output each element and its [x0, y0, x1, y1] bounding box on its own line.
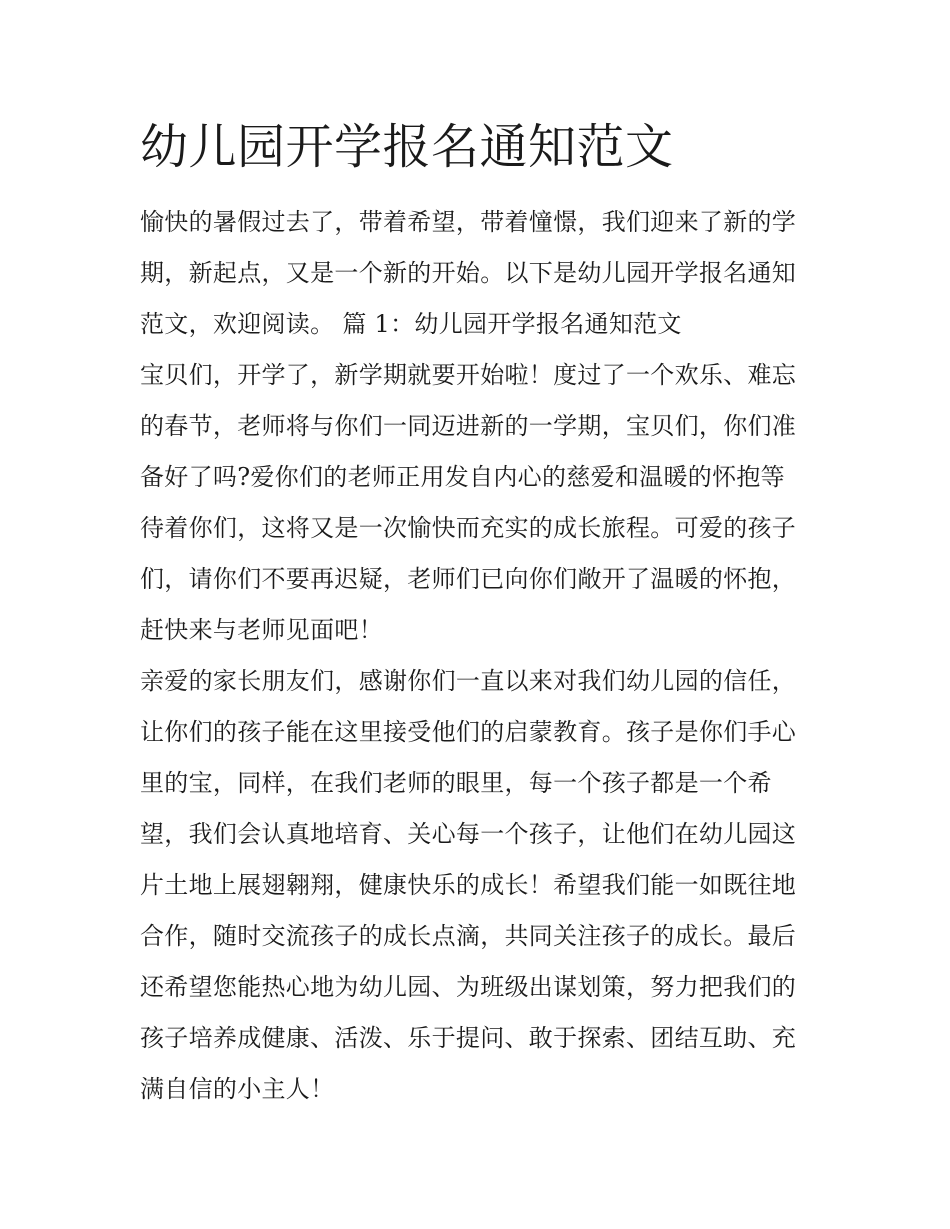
text-line: 赶快来与老师见面吧！ [140, 616, 383, 644]
text-line: 待着你们，这将又是一次愉快而充实的成长旅程。可爱的孩子 [140, 514, 797, 542]
text-line: 宝贝们，开学了，新学期就要开始啦！度过了一个欢乐、难忘 [140, 361, 797, 389]
text-line: 们，请你们不要再迟疑，老师们已向你们敞开了温暖的怀抱， [140, 565, 797, 593]
text-line: 还希望您能热心地为幼儿园、为班级出谋划策，努力把我们的 [140, 973, 797, 1001]
text-line: 范文，欢迎阅读。 篇 1：幼儿园开学报名通知范文 [140, 310, 682, 338]
text-line: 愉快的暑假过去了，带着希望，带着憧憬，我们迎来了新的学 [140, 208, 797, 236]
document-body [140, 197, 830, 1115]
text-line: 望，我们会认真地培育、关心每一个孩子，让他们在幼儿园这 [140, 820, 797, 848]
text-line: 孩子培养成健康、活泼、乐于提问、敢于探索、团结互助、充 [140, 1024, 797, 1052]
text-line: 备好了吗?爱你们的老师正用发自内心的慈爱和温暖的怀抱等 [140, 463, 785, 491]
text-line: 期，新起点，又是一个新的开始。以下是幼儿园开学报名通知 [140, 259, 797, 287]
text-line: 合作，随时交流孩子的成长点滴，共同关注孩子的成长。最后 [140, 922, 797, 950]
text-line: 片土地上展翅翱翔，健康快乐的成长！希望我们能一如既往地 [140, 871, 797, 899]
text-line: 里的宝，同样，在我们老师的眼里，每一个孩子都是一个希 [140, 769, 772, 797]
text-line: 满自信的小主人！ [140, 1075, 335, 1103]
page-title: 幼儿园开学报名通知范文 [140, 119, 674, 175]
text-line: 的春节，老师将与你们一同迈进新的一学期，宝贝们，你们准 [140, 412, 797, 440]
text-line: 让你们的孩子能在这里接受他们的启蒙教育。孩子是你们手心 [140, 718, 797, 746]
text-line: 亲爱的家长朋友们，感谢你们一直以来对我们幼儿园的信任， [140, 667, 797, 695]
